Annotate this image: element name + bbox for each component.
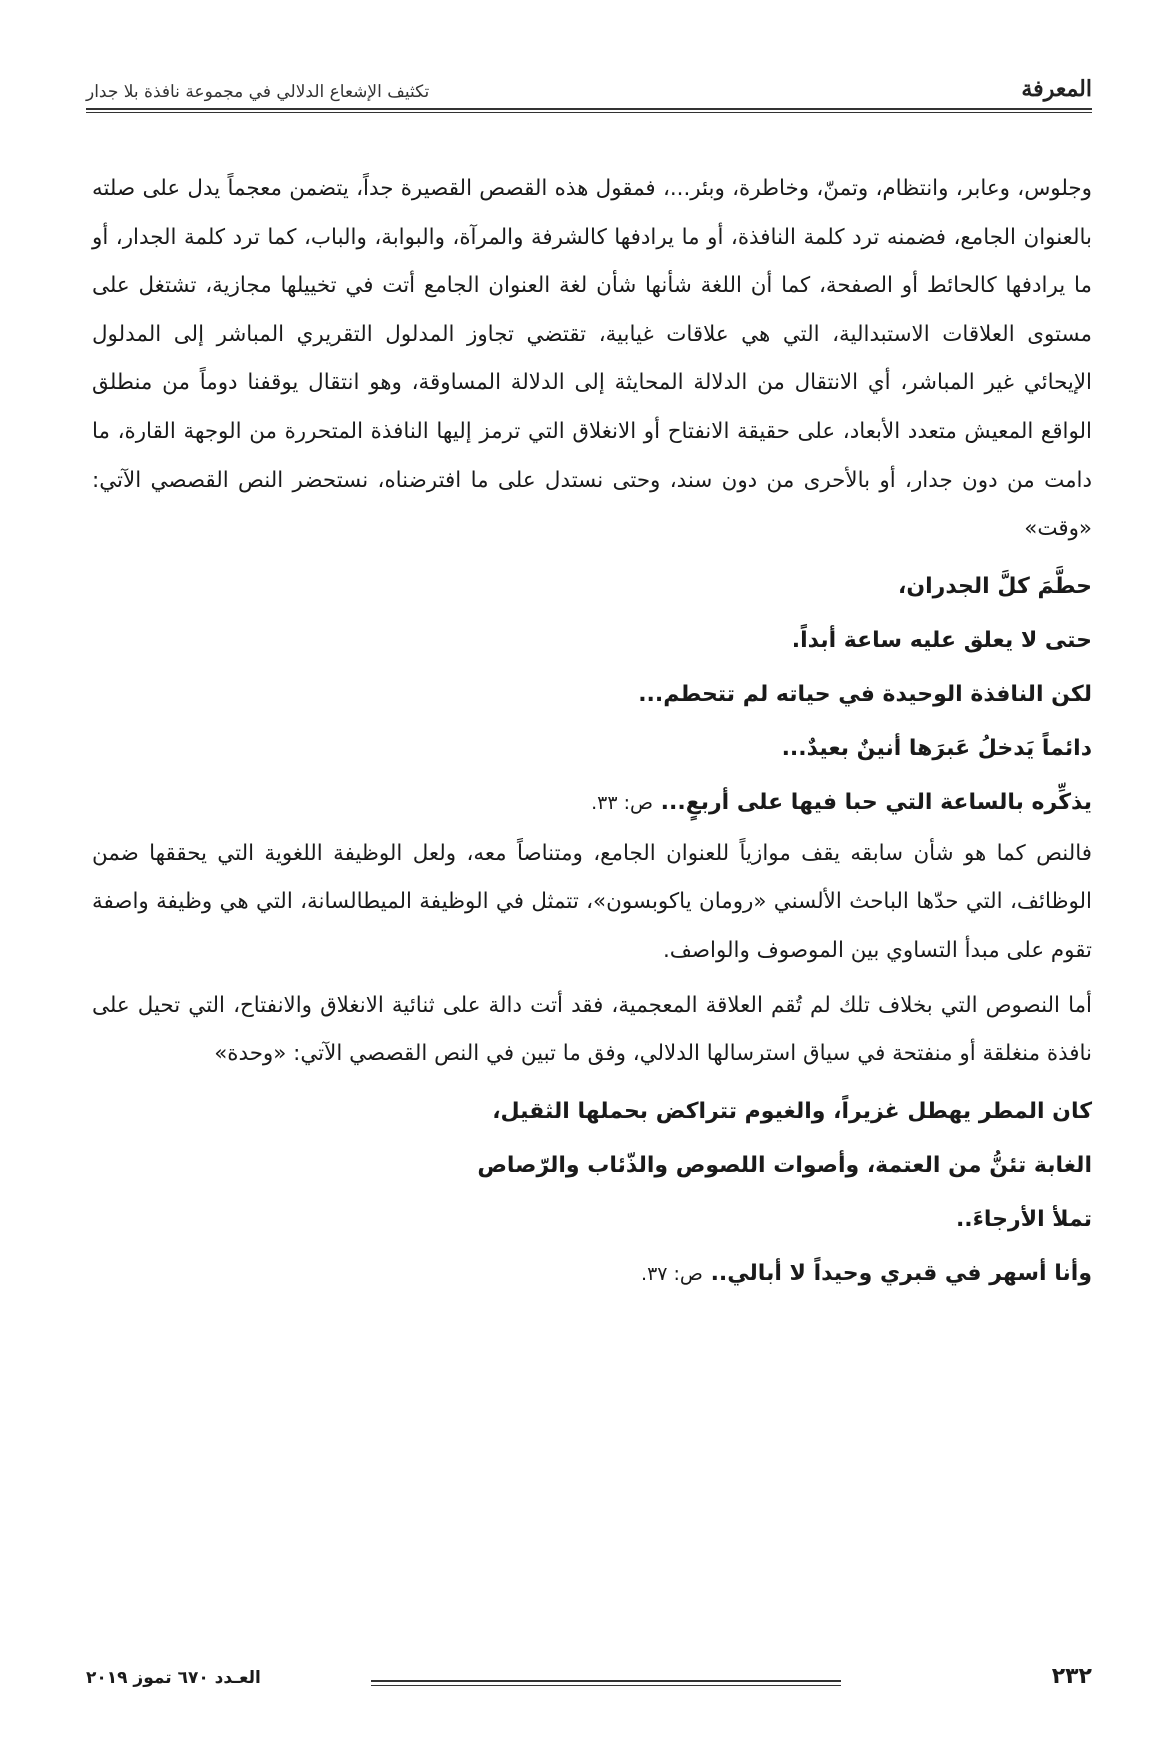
page-header — [86, 58, 1092, 102]
header-rule-thin — [86, 112, 1092, 113]
header-rule — [86, 108, 1092, 110]
footer-rule — [371, 1680, 841, 1682]
verse-line: دائماً يَدخلُ عَبرَها أنينٌ بعيدٌ... — [781, 735, 1092, 761]
paragraph-3: أما النصوص التي بخلاف تلك لم تُقم العلاقة المعجمية، فقد أتت دالة على ثنائية الانغلاق والانفتاح، التي تحيل على نافذة منغلقة أو منفتحة في سياق استرسالها الدلالي، وفق ما تبين في النص القصصي الآتي: «وحدة» — [92, 992, 1092, 1067]
quoted-story-wahda — [92, 1085, 1092, 1301]
verse-line: حتى لا يعلق عليه ساعة أبداً. — [791, 627, 1092, 653]
running-title: تكثيف الإشعاع الدلالي في مجموعة نافذة بلا جدار — [86, 82, 430, 102]
verse-line: تملأ الأرجاءَ.. — [955, 1206, 1092, 1232]
verse-line-text: يذكِّره بالساعة التي حبا فيها على أربعٍ... — [660, 789, 1092, 815]
page-reference: ص: ٣٧. — [641, 1262, 703, 1285]
verse-line: حطَّمَ كلَّ الجدران، — [898, 573, 1092, 599]
verse-line-text: وأنا أسهر في قبري وحيداً لا أبالي.. — [710, 1260, 1092, 1286]
verse-line — [92, 776, 1092, 830]
page-reference: ص: ٣٣. — [591, 791, 653, 814]
paragraph-1: وجلوس، وعابر، وانتظام، وتمنّ، وخاطرة، وبئر...، فمقول هذه القصص القصيرة جداً، يتضمن معجماً يدل على صلته بالعنوان الجامع، فضمنه ترد كلمة النافذة، أو ما يرادفها كالشرفة والمرآة، والبوابة، والباب، كما ترد كلمة الجدار، أو ما يرادفها كالحائط أو الصفحة، كما أن اللغة شأنها شأن لغة العنوان الجامع أتت في تخييلها مجازية، تشتغل على مستوى العلاقات الاستبدالية، التي هي علاقات غيابية، تقتضي تجاوز المدلول التقريري المباشر إلى المدلول الإيحائي غير المباشر، أي الانتقال من الدلالة المحايثة إلى الدلالة المساوقة، وهو انتقال يوقفنا دوماً من منطلق الواقع المعيش متعدد الأبعاد، على حقيقة الانفتاح أو الانغلاق التي ترمز إليها النافذة المتحررة من الوجهة القارة، ما دامت من دون جدار، أو بالأحرى من دون سند، وحتى نستدل على ما افترضناه، نستحضر النص القصصي الآتي: «وقت» — [92, 176, 1092, 542]
page-footer — [86, 1664, 1092, 1704]
footer-rule-thin — [371, 1685, 841, 1686]
article-body — [92, 165, 1092, 1301]
quoted-story-waqt — [92, 560, 1092, 830]
journal-logo: المعرفة — [1021, 76, 1092, 102]
verse-line: لكن النافذة الوحيدة في حياته لم تتحطم... — [638, 681, 1092, 707]
verse-line — [92, 1247, 1092, 1301]
paragraph-2: فالنص كما هو شأن سابقه يقف موازياً للعنوان الجامع، ومتناصاً معه، ولعل الوظيفة اللغوية التي يحققها ضمن الوظائف، التي حدّها الباحث الألسني «رومان ياكوبسون»، تتمثل في الوظيفة الميطالسانة، التي هي وظيفة واصفة تقوم على مبدأ التساوي بين الموصوف والواصف. — [92, 840, 1092, 963]
issue-label: العـدد ٦٧٠ تموز ٢٠١٩ — [86, 1668, 261, 1688]
page-number: ٢٣٢ — [1051, 1664, 1092, 1689]
verse-line: كان المطر يهطل غزيراً، والغيوم تتراكض بحملها الثقيل، — [492, 1098, 1092, 1124]
verse-line: الغابة تئنُّ من العتمة، وأصوات اللصوص والذّئاب والرّصاص — [477, 1152, 1092, 1178]
